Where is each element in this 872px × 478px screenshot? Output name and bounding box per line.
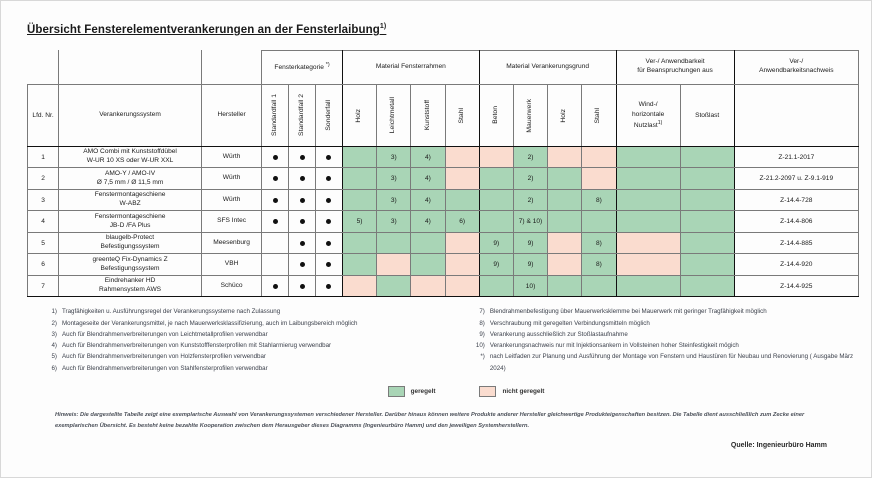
cell-nachweis: Z-14.4-920: [734, 254, 858, 276]
footnote-text: Verankerungsnachweis nur mit Injektionsankern in Vollsteinen hoher Steinfestigkeit mögich: [489, 342, 739, 350]
cell-r-kunst: [411, 232, 445, 254]
cell-r-kunst: [411, 254, 445, 276]
col-header-sonderfall: Sonderfall: [316, 84, 343, 146]
cell-wind: [616, 275, 680, 297]
cell-r-stahl: [445, 254, 479, 276]
cell-v-stahl: [582, 146, 616, 168]
cell-v-mauer: 2): [513, 168, 547, 190]
cell-v-holz: [548, 189, 582, 211]
table-row: [28, 232, 859, 254]
anchoring-systems-table: [27, 50, 859, 298]
legend-item: [479, 386, 544, 397]
cell-stoss: [680, 168, 734, 190]
cell-wind: [616, 168, 680, 190]
legend-item: [388, 386, 436, 397]
cell-r-stahl: [445, 189, 479, 211]
col-header-nachweis: [734, 84, 858, 146]
cell-verankerungssystem: blaugelb-Protect Befestigungssystem: [59, 232, 202, 254]
col-header-lfd-nr: Lfd. Nr.: [28, 84, 59, 146]
footnote-item: [47, 329, 461, 340]
col-header-rahmen-stahl: Stahl: [445, 84, 479, 146]
cell-r-holz: [342, 189, 376, 211]
col-header-wind-nutzlast: Wind-/ horizontale Nutzlast$^{1)}$: [616, 84, 680, 146]
cell-hersteller: Würth: [202, 189, 262, 211]
footnote-marker: 3): [51, 330, 57, 338]
cell-v-beton: [479, 275, 513, 297]
cell-v-holz: [548, 232, 582, 254]
legend-swatch: [479, 386, 496, 397]
cell-verankerungssystem: AMO Combi mit Kunststoffdübel W-UR 10 XS oder W-UR XXL: [59, 146, 202, 168]
group-header-verwendbarkeit: [616, 50, 734, 84]
cell-r-kunst: [411, 275, 445, 297]
cell-v-holz: [548, 254, 582, 276]
page-title-text: Übersicht Fensterelementverankerungen an der Fensterlaibung: [27, 23, 380, 36]
cell-hersteller: Meesenburg: [202, 232, 262, 254]
cell-v-beton: 9): [479, 254, 513, 276]
footnote-marker: 9): [479, 330, 485, 338]
cell-nachweis: Z-14.4-885: [734, 232, 858, 254]
cell-hersteller: Würth: [202, 168, 262, 190]
cell-verankerungssystem: Fenstermontageschiene JB-D /FA Plus: [59, 211, 202, 233]
cell-r-leicht: [377, 254, 411, 276]
col-header-grund-stahl: Stahl: [582, 84, 616, 146]
cell-v-stahl: [582, 211, 616, 233]
legend: [77, 386, 855, 397]
footnote-text: Montageseite der Verankerungsmittel, je nach Mauerwerksklassifizierung, auch im Laibungsbereich möglich: [62, 319, 358, 327]
footnote-item: [47, 306, 461, 317]
col-header-rahmen-holz: Holz: [342, 84, 376, 146]
cell-wind: [616, 254, 680, 276]
cell-r-kunst: 4): [411, 211, 445, 233]
cell-sonder: [316, 232, 343, 254]
cell-sonder: [316, 189, 343, 211]
footnote-text: Verschraubung mit geregelten Verbindungsmitteln möglich: [489, 319, 650, 327]
col-header-standardfall-2: Standardfall 2: [289, 84, 316, 146]
cell-lfd-nr: 6: [28, 254, 59, 276]
table-row: [28, 146, 859, 168]
cell-v-beton: [479, 189, 513, 211]
footnote-item: [473, 318, 867, 329]
cell-sf1: [262, 211, 289, 233]
footnote-item: [47, 318, 461, 329]
group-header-material-fensterrahmen: Material Fensterrahmen: [342, 50, 479, 84]
cell-sf1: [262, 146, 289, 168]
col-header-grund-beton: Beton: [479, 84, 513, 146]
spacer-cell: [202, 50, 262, 84]
footnote-marker: 1): [51, 308, 57, 316]
table-body: [28, 146, 859, 297]
cell-sf1: [262, 168, 289, 190]
group-header-fensterkategorie: [262, 50, 343, 84]
cell-wind: [616, 232, 680, 254]
cell-r-holz: [342, 168, 376, 190]
cell-r-holz: [342, 146, 376, 168]
cell-r-holz: [342, 232, 376, 254]
footnotes-right-column: [473, 306, 867, 374]
group-label-verwendbarkeit-l2: für Beanspruchungen aus: [637, 67, 713, 75]
cell-nachweis: Z-14.4-806: [734, 211, 858, 233]
cell-v-beton: [479, 211, 513, 233]
cell-verankerungssystem: Fenstermontageschiene W-ABZ: [59, 189, 202, 211]
group-label-nachweis-l2: Anwendbarkeitsnachweis: [759, 67, 834, 75]
cell-sonder: [316, 168, 343, 190]
cell-lfd-nr: 1: [28, 146, 59, 168]
cell-v-holz: [548, 146, 582, 168]
cell-sf2: [289, 189, 316, 211]
cell-stoss: [680, 275, 734, 297]
cell-verankerungssystem: greenteQ Fix-Dynamics Z Befestigungssystem: [59, 254, 202, 276]
footnote-marker: 8): [479, 319, 485, 327]
footnote-item: [473, 340, 867, 351]
cell-v-holz: [548, 168, 582, 190]
cell-lfd-nr: 7: [28, 275, 59, 297]
footnote-marker: 10): [475, 342, 485, 350]
cell-verankerungssystem: Eindrehanker HD Rahmensystem AWS: [59, 275, 202, 297]
cell-stoss: [680, 254, 734, 276]
cell-r-leicht: [377, 275, 411, 297]
spacer-cell: [59, 50, 202, 84]
cell-r-stahl: [445, 146, 479, 168]
wind-footnote-marker: 1): [657, 119, 663, 126]
cell-v-stahl: 8): [582, 254, 616, 276]
cell-lfd-nr: 2: [28, 168, 59, 190]
footnote-item: [473, 329, 867, 340]
group-footnote-marker: *): [325, 61, 330, 68]
cell-v-beton: [479, 168, 513, 190]
footnote-item: [47, 340, 461, 351]
cell-r-stahl: [445, 232, 479, 254]
footnote-text: Tragfähigkeiten u. Ausführungsregel der Verankerungssysteme nach Zulassung: [62, 308, 281, 316]
table-row: [28, 189, 859, 211]
cell-stoss: [680, 146, 734, 168]
cell-wind: [616, 146, 680, 168]
group-header-material-verankerungsgrund: Material Verankerungsgrund: [479, 50, 616, 84]
cell-r-leicht: [377, 232, 411, 254]
cell-v-holz: [548, 211, 582, 233]
spacer-cell: [28, 50, 59, 84]
col-header-rahmen-kunststoff: Kunststoff: [411, 84, 445, 146]
cell-lfd-nr: 3: [28, 189, 59, 211]
footnote-text: Auch für Blendrahmenverbreiterungen von Holzfensterprofilen verwendbar: [62, 353, 266, 361]
cell-v-holz: [548, 275, 582, 297]
cell-r-holz: [342, 275, 376, 297]
col-header-rahmen-leichtmetall: Leichtmetall: [377, 84, 411, 146]
footnote-text: Verankerung ausschließlich zur Stoßlastaufnahme: [489, 330, 628, 338]
legend-label: geregelt: [410, 388, 436, 396]
cell-r-leicht: 3): [377, 189, 411, 211]
footnote-item: [47, 363, 461, 374]
cell-nachweis: Z-21.1-2017: [734, 146, 858, 168]
cell-r-leicht: 3): [377, 211, 411, 233]
cell-r-kunst: 4): [411, 168, 445, 190]
cell-r-kunst: 4): [411, 189, 445, 211]
cell-sf2: [289, 232, 316, 254]
cell-sonder: [316, 211, 343, 233]
col-header-standardfall-1: Standardfall 1: [262, 84, 289, 146]
cell-sonder: [316, 275, 343, 297]
footnote-text: Auch für Blendrahmenverbreiterungen von Kunststofffensterprofilen mit Stahlarmierug verwendbar: [62, 342, 332, 350]
cell-v-mauer: 10): [513, 275, 547, 297]
table-row: [28, 168, 859, 190]
footnote-marker: 6): [51, 364, 57, 372]
cell-hersteller: VBH: [202, 254, 262, 276]
cell-r-leicht: 3): [377, 168, 411, 190]
legend-swatch: [388, 386, 405, 397]
col-header-grund-mauerwerk: Mauerwerk: [513, 84, 547, 146]
cell-v-mauer: 7) & 10): [513, 211, 547, 233]
cell-hersteller: SFS Intec: [202, 211, 262, 233]
col-header-hersteller: Hersteller: [202, 84, 262, 146]
table-row: [28, 211, 859, 233]
footnote-text: Auch für Blendrahmenverbreiterungen von Stahlfensterprofilen verwendbar: [62, 364, 268, 372]
cell-hersteller: Schüco: [202, 275, 262, 297]
cell-v-stahl: [582, 168, 616, 190]
cell-lfd-nr: 4: [28, 211, 59, 233]
cell-v-stahl: 8): [582, 232, 616, 254]
cell-r-holz: [342, 254, 376, 276]
cell-stoss: [680, 189, 734, 211]
cell-sf1: [262, 232, 289, 254]
cell-r-leicht: 3): [377, 146, 411, 168]
cell-lfd-nr: 5: [28, 232, 59, 254]
cell-wind: [616, 211, 680, 233]
footnotes-section: [47, 306, 867, 374]
group-label-nachweis-l1: Ver-/: [789, 58, 804, 66]
cell-v-stahl: 8): [582, 189, 616, 211]
cell-stoss: [680, 232, 734, 254]
cell-r-holz: 5): [342, 211, 376, 233]
footnote-text: Blendrahmenbefestigung über Mauerwerksklemme bei Mauerwerk mit geringer Tragfähigkeit möglich: [489, 308, 767, 316]
footnote-item: [47, 351, 461, 362]
col-header-grund-holz: Holz: [548, 84, 582, 146]
cell-sf1: [262, 189, 289, 211]
cell-v-mauer: 9): [513, 254, 547, 276]
cell-v-beton: 9): [479, 232, 513, 254]
table-group-header-row: [28, 50, 859, 84]
cell-v-beton: [479, 146, 513, 168]
source-attribution: Quelle: Ingenieurbüro Hamm: [730, 441, 827, 449]
cell-hersteller: Würth: [202, 146, 262, 168]
col-header-stosslast: Stoßlast: [680, 84, 734, 146]
cell-r-stahl: 6): [445, 211, 479, 233]
cell-nachweis: Z-14.4-925: [734, 275, 858, 297]
cell-sf2: [289, 211, 316, 233]
cell-sf2: [289, 168, 316, 190]
cell-sf2: [289, 275, 316, 297]
cell-v-mauer: 2): [513, 189, 547, 211]
cell-nachweis: Z-14.4-728: [734, 189, 858, 211]
table-row: [28, 254, 859, 276]
footnote-text: nach Leitfaden zur Planung und Ausführung der Montage von Fenstern und Haustüren für Neubau und Renovierung ( Ausgabe März 2024): [489, 353, 854, 372]
legend-label: nicht geregelt: [502, 388, 545, 396]
cell-sf1: [262, 275, 289, 297]
cell-verankerungssystem: AMO-Y / AMO-IV Ø 7,5 mm / Ø 11,5 mm: [59, 168, 202, 190]
footnote-marker: 4): [51, 342, 57, 350]
cell-sonder: [316, 254, 343, 276]
footnote-marker: *): [480, 353, 485, 361]
cell-nachweis: Z-21.2-2097 u. Z-9.1-919: [734, 168, 858, 190]
cell-r-stahl: [445, 275, 479, 297]
cell-v-mauer: 2): [513, 146, 547, 168]
cell-r-kunst: 4): [411, 146, 445, 168]
page-title-footnote-marker: 1): [379, 23, 387, 30]
cell-r-stahl: [445, 168, 479, 190]
cell-wind: [616, 189, 680, 211]
cell-sf2: [289, 146, 316, 168]
group-header-nachweis: [734, 50, 858, 84]
footnote-item: [473, 351, 867, 374]
group-label-fensterkategorie: Fensterkategorie: [274, 63, 324, 71]
page-title: [27, 23, 855, 36]
cell-stoss: [680, 211, 734, 233]
cell-sf1: [262, 254, 289, 276]
footnote-marker: 2): [51, 319, 57, 327]
cell-v-mauer: 9): [513, 232, 547, 254]
cell-v-stahl: [582, 275, 616, 297]
footnote-text: Auch für Blendrahmenverbreiterungen von Leichtmetallprofilen verwendbar: [62, 330, 268, 338]
col-header-verankerungssystem: Verankerungssystem: [59, 84, 202, 146]
table-row: [28, 275, 859, 297]
cell-sonder: [316, 146, 343, 168]
group-label-verwendbarkeit-l1: Ver-/ Anwendbarkeit: [645, 58, 705, 66]
footnote-marker: 5): [51, 353, 57, 361]
cell-sf2: [289, 254, 316, 276]
footnote-item: [473, 306, 867, 317]
hinweis-note: Hinweis: Die dargestellte Tabelle zeigt eine exemplarische Auswahl von Verankerungssystemen verschiedener Hersteller. Darüber hinaus können weitere Produkte anderer Hersteller gleichwertige Produkteigenschaften besitzen. Die Tabelle dient ausschließlich zum Zecke einer exemplarischen Übersicht. Es besteht keine bezahlte Kooperation zwischen dem Herausgeber dieses Diagramms (Ingenieurbüro Hamm) und den jeweiligen Systemherstellern.: [55, 412, 805, 430]
footnotes-left-column: [47, 306, 461, 374]
table-column-header-row: [28, 84, 859, 146]
footnote-marker: 7): [479, 308, 485, 316]
